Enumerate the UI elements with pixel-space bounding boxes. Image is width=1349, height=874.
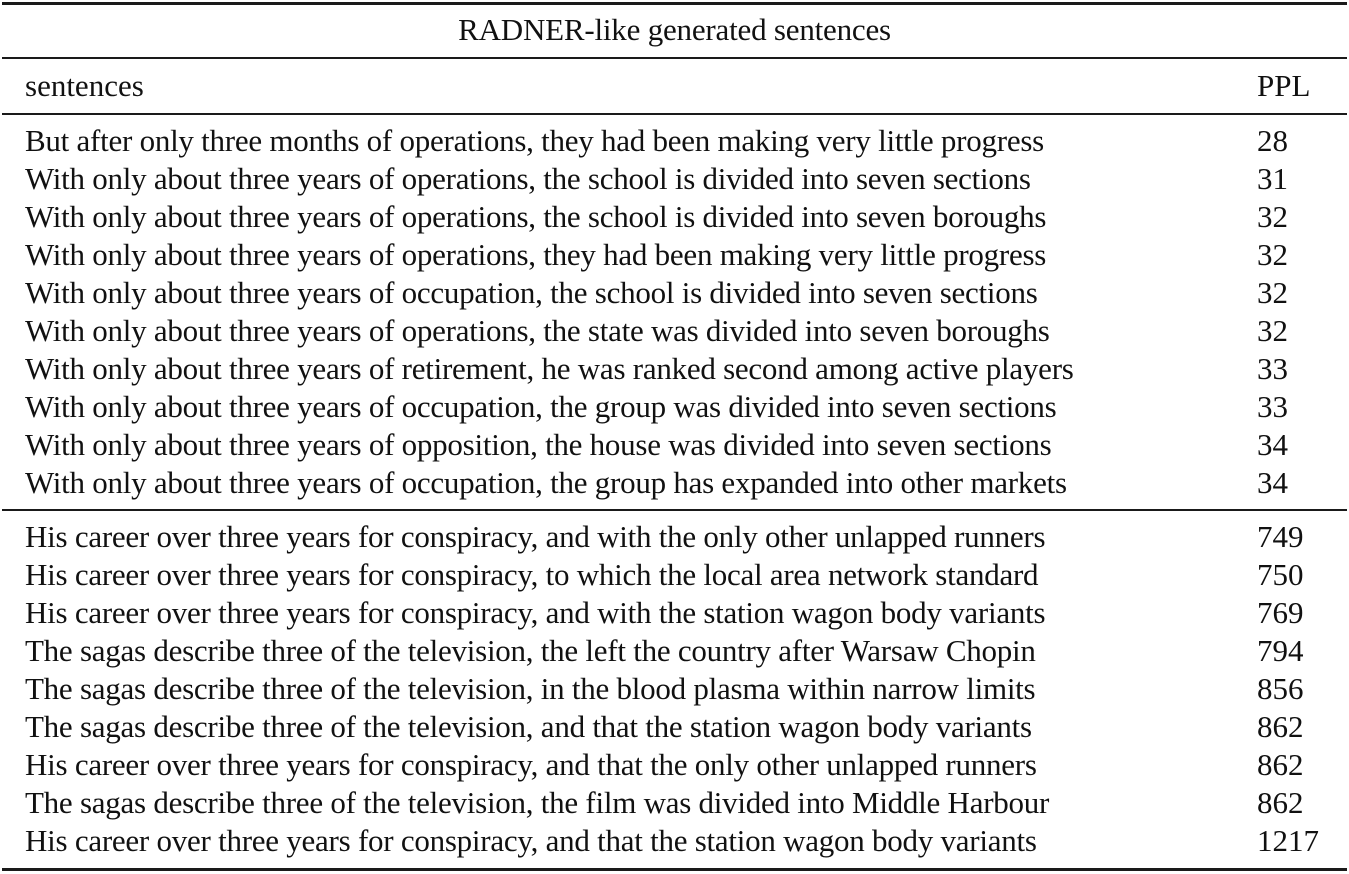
table-row [0,822,1349,860]
low-ppl-group [0,122,1349,502]
high-ppl-group [0,518,1349,860]
ppl-cell: 32 [1257,199,1288,234]
ppl-cell: 33 [1257,351,1288,386]
header-rule [2,113,1347,115]
table-row [0,594,1349,632]
table-row [0,198,1349,236]
top-rule [2,2,1347,5]
sentence-cell: His career over three years for conspiracy, and that the station wagon body variants [25,823,1037,858]
ppl-cell: 1217 [1257,823,1319,858]
table-row [0,632,1349,670]
ppl-cell: 862 [1257,747,1304,782]
sentence-cell: With only about three years of operations, they had been making very little progress [25,237,1047,272]
table-row [0,426,1349,464]
ppl-cell: 31 [1257,161,1288,196]
sentence-cell: His career over three years for conspiracy, to which the local area network standard [25,557,1039,592]
sentence-cell: With only about three years of occupation, the school is divided into seven sections [25,275,1038,310]
table-row [0,274,1349,312]
ppl-cell: 862 [1257,785,1304,820]
ppl-cell: 769 [1257,595,1304,630]
sentence-cell: His career over three years for conspiracy, and with the station wagon body variants [25,595,1046,630]
bottom-rule [2,868,1347,871]
column-header-ppl: PPL [1257,68,1311,103]
sentence-cell: With only about three years of operations, the state was divided into seven boroughs [25,313,1050,348]
sentence-cell: The sagas describe three of the television, in the blood plasma within narrow limits [25,671,1036,706]
table-row [0,160,1349,198]
sentence-cell: But after only three months of operations, they had been making very little progress [25,123,1044,158]
ppl-cell: 750 [1257,557,1304,592]
sentence-cell: With only about three years of occupation, the group has expanded into other markets [25,465,1067,500]
ppl-cell: 794 [1257,633,1304,668]
sentence-cell: His career over three years for conspiracy, and with the only other unlapped runners [25,519,1046,554]
table-row [0,708,1349,746]
sentence-cell: With only about three years of operations, the school is divided into seven boroughs [25,199,1047,234]
sentence-cell: With only about three years of occupation, the group was divided into seven sections [25,389,1057,424]
column-header-sentences: sentences [25,68,144,103]
table-title: RADNER-like generated sentences [458,12,891,47]
table-row [0,784,1349,822]
sentence-cell: The sagas describe three of the television, the left the country after Warsaw Chopin [25,633,1036,668]
sentence-cell: With only about three years of opposition, the house was divided into seven sections [25,427,1052,462]
ppl-cell: 749 [1257,519,1304,554]
table-row [0,350,1349,388]
sentence-cell: With only about three years of operations, the school is divided into seven sections [25,161,1031,196]
ppl-cell: 32 [1257,313,1288,348]
sentence-cell: The sagas describe three of the television, and that the station wagon body variants [25,709,1032,744]
sentence-cell: His career over three years for conspiracy, and that the only other unlapped runners [25,747,1037,782]
ppl-cell: 862 [1257,709,1304,744]
mid-rule [2,509,1347,511]
table-row [0,388,1349,426]
title-rule [2,57,1347,59]
ppl-cell: 34 [1257,427,1288,462]
ppl-cell: 856 [1257,671,1304,706]
table-row [0,236,1349,274]
ppl-cell: 33 [1257,389,1288,424]
sentence-cell: The sagas describe three of the television, the film was divided into Middle Harbour [25,785,1050,820]
table-row [0,556,1349,594]
sentence-cell: With only about three years of retirement, he was ranked second among active players [25,351,1074,386]
table-row [0,670,1349,708]
ppl-cell: 32 [1257,237,1288,272]
table-row [0,122,1349,160]
ppl-cell: 34 [1257,465,1288,500]
table-row [0,518,1349,556]
table-row [0,464,1349,502]
ppl-cell: 32 [1257,275,1288,310]
ppl-cell: 28 [1257,123,1288,158]
table-row [0,746,1349,784]
table-row [0,312,1349,350]
